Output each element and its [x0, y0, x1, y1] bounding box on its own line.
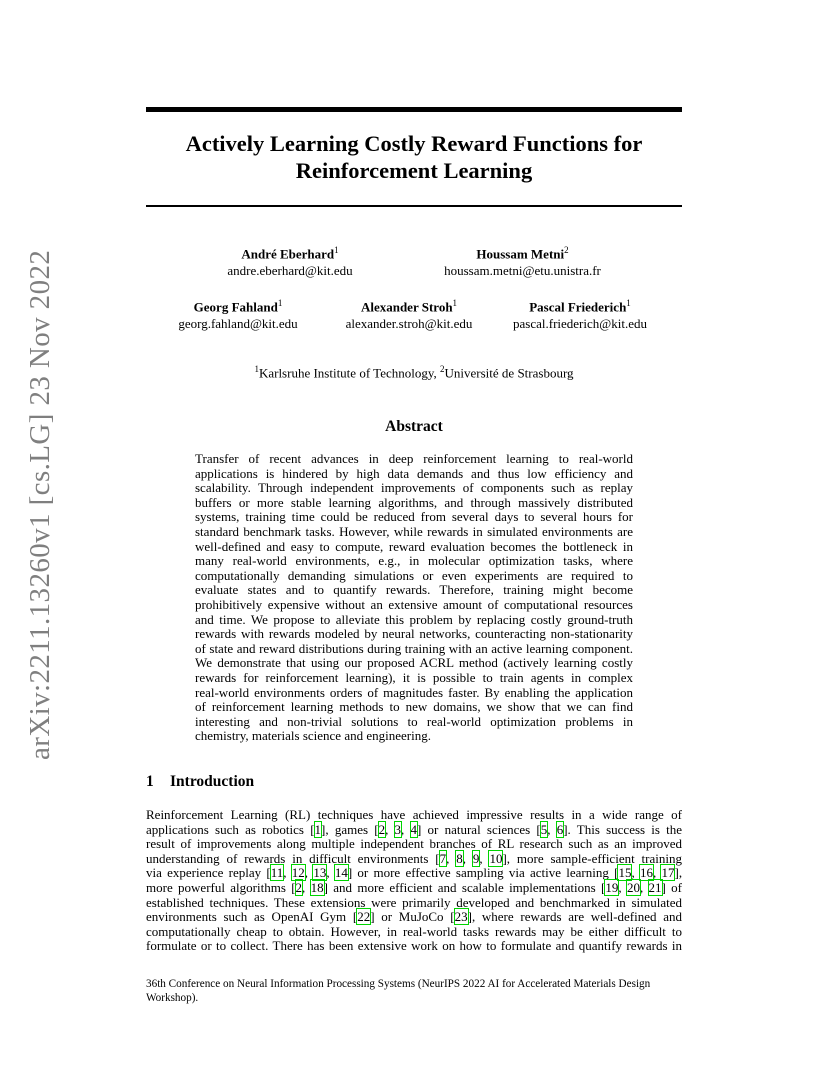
intro-line: computationally cheap to obtain. However, in real-world tasks rewards may be either difficult to: [146, 923, 682, 939]
author-name: André Eberhard: [241, 246, 335, 262]
affiliation-2: Université de Strasbourg: [444, 365, 574, 381]
citation-link[interactable]: 20: [626, 879, 640, 895]
abstract-line: applications is hindered by high data demands and thus low efficiency and: [195, 465, 633, 481]
citation-link[interactable]: 11: [270, 865, 284, 881]
abstract-line: systems, training time could be reduced from several days to several hours for: [195, 509, 633, 525]
abstract-text: [195, 452, 633, 744]
title-rule-top: [146, 107, 682, 112]
intro-line: result of improvements along multiple independent branches of RL research such as an improved: [146, 836, 682, 852]
footnote-line: Workshop).: [146, 992, 199, 1004]
intro-line: more powerful algorithms [2, 18] and more efficient and scalable implementations [19, 20, 21] of: [146, 879, 683, 895]
citation-link[interactable]: 12: [291, 865, 305, 881]
abstract-line: We demonstrate that using our proposed ACRL method (actively learning costly: [195, 655, 633, 671]
section-heading: [146, 773, 254, 791]
intro-line: Reinforcement Learning (RL) techniques have achieved impressive results in a wide range of: [146, 807, 682, 822]
author-email[interactable]: georg.fahland@kit.edu: [178, 316, 298, 332]
citation-link[interactable]: 6: [556, 821, 564, 837]
abstract-line: many real-world environments, e.g., in molecular optimization tasks, where: [195, 553, 633, 569]
author-email[interactable]: pascal.friederich@kit.edu: [513, 316, 647, 332]
citation-link[interactable]: 4: [410, 821, 418, 837]
citation-link[interactable]: 21: [648, 879, 662, 895]
author-block: [505, 295, 655, 332]
venue-footnote: [146, 977, 682, 1005]
author-email[interactable]: alexander.stroh@kit.edu: [345, 316, 473, 332]
abstract-line: real-world environments orders of magnitudes faster. By enabling the application: [195, 684, 633, 700]
intro-line: environments such as OpenAI Gym [22] or MuJoCo [23], where rewards are well-defined and: [146, 909, 682, 925]
citation-link[interactable]: 3: [394, 821, 402, 837]
citation-link[interactable]: 17: [661, 865, 675, 881]
citation-link[interactable]: 10: [489, 850, 503, 866]
abstract-line: and time. We propose to alleviate this problem by replacing costly ground-truth: [195, 611, 633, 627]
citation-link[interactable]: 8: [456, 850, 463, 866]
author-affiliation-mark: 2: [564, 245, 569, 255]
author-name: Alexander Stroh: [360, 299, 453, 315]
citation-link[interactable]: 1: [314, 821, 322, 837]
abstract-line: Transfer of recent advances in deep reinforcement learning to real-world: [195, 451, 633, 466]
author-email[interactable]: andre.eberhard@kit.edu: [227, 263, 353, 279]
footnote-line: 36th Conference on Neural Information Processing Systems (NeurIPS 2022 AI for Accelerated Materials Design: [146, 978, 651, 990]
citation-link[interactable]: 18: [310, 879, 324, 895]
author-email[interactable]: houssam.metni@etu.unistra.fr: [444, 263, 601, 279]
author-block: [195, 242, 385, 279]
author-affiliation-mark: 1: [452, 298, 458, 308]
title-line-1: Actively Learning Costly Reward Functions for: [185, 131, 643, 156]
section-title: Introduction: [170, 773, 255, 790]
author-block: [420, 242, 625, 279]
citation-link[interactable]: 2: [295, 879, 303, 895]
paper-title: [146, 130, 682, 184]
citation-link[interactable]: 5: [540, 821, 548, 837]
abstract-line: rewards for reinforcement learning), it is possible to train agents in complex: [195, 669, 633, 685]
abstract-heading: Abstract: [385, 418, 443, 435]
author-affiliation-mark: 1: [626, 298, 631, 308]
abstract-line: of state and reward distributions during training with an active learning component.: [195, 640, 633, 656]
citation-link[interactable]: 2: [378, 821, 386, 837]
author-affiliation-mark: 1: [277, 298, 283, 308]
author-name: Pascal Friederich: [529, 299, 627, 315]
abstract-line: well-defined and easy to compute, reward evaluation becomes the bottleneck in: [195, 538, 633, 554]
intro-line: applications such as robotics [1], games [2, 3, 4] or natural sciences [5, 6]. This success is the: [146, 821, 683, 837]
abstract-line: scalability. Through independent improvements of components such as replay: [195, 480, 633, 496]
title-line-2: Reinforcement Learning: [295, 158, 533, 183]
affiliations: [146, 364, 682, 381]
abstract-line: interesting and non-trivial solutions to real-world optimization problems in: [195, 713, 633, 729]
citation-link[interactable]: 9: [472, 850, 480, 866]
intro-line: understanding of rewards in difficult environments [7, 8, 9, 10], more sample-efficient training: [146, 850, 682, 866]
arxiv-identifier-stamp: arXiv:2211.13260v1 [cs.LG] 23 Nov 2022: [24, 249, 56, 760]
affiliation-1: Karlsruhe Institute of Technology,: [258, 365, 441, 381]
abstract-line: standard benchmark tasks. However, while rewards in simulated environments are: [195, 523, 633, 539]
intro-line: via experience replay [11, 12, 13, 14] or more effective sampling via active learning [15, 16, 17],: [146, 865, 683, 881]
abstract-line: computationally demanding simulations or even experiments are required to: [195, 567, 633, 583]
abstract-line: of reinforcement learning methods to new domains, we show that we can find: [195, 699, 633, 715]
author-affiliation-mark: 1: [334, 245, 339, 255]
author-block: [334, 295, 484, 332]
affiliation-mark-2: 2: [440, 364, 445, 374]
citation-link[interactable]: 19: [605, 879, 619, 895]
abstract-line: prohibitively expensive without an extensive amount of computational resources: [195, 596, 633, 612]
intro-line: established techniques. These extensions were primarily developed and benchmarked in simulated: [146, 894, 682, 910]
citation-link[interactable]: 14: [334, 865, 348, 881]
citation-link[interactable]: 23: [454, 909, 468, 925]
author-name: Houssam Metni: [476, 246, 565, 262]
affiliation-mark-1: 1: [254, 364, 259, 374]
citation-link[interactable]: 13: [313, 865, 327, 881]
introduction-text: [146, 808, 682, 954]
citation-link[interactable]: 15: [618, 865, 632, 881]
citation-link[interactable]: 7: [439, 850, 447, 866]
title-rule-bottom: [146, 205, 682, 207]
abstract-line: chemistry, materials science and engineering.: [195, 728, 431, 744]
intro-line: formulate or to collect. There has been extensive work on how to formulate and quantify rewards in: [146, 938, 682, 954]
abstract-line: buffers or more stable learning algorithms, and through massively distributed: [195, 494, 633, 510]
abstract-line: rewards with rewards modeled by neural networks, counteracting non-stationarity: [195, 626, 633, 642]
section-number: 1: [146, 773, 154, 790]
citation-link[interactable]: 22: [357, 909, 371, 925]
abstract-line: evaluate states and to quantify rewards. Therefore, training might become: [195, 582, 633, 598]
author-block: [168, 295, 308, 332]
citation-link[interactable]: 16: [639, 865, 653, 881]
author-name: Georg Fahland: [193, 299, 278, 315]
